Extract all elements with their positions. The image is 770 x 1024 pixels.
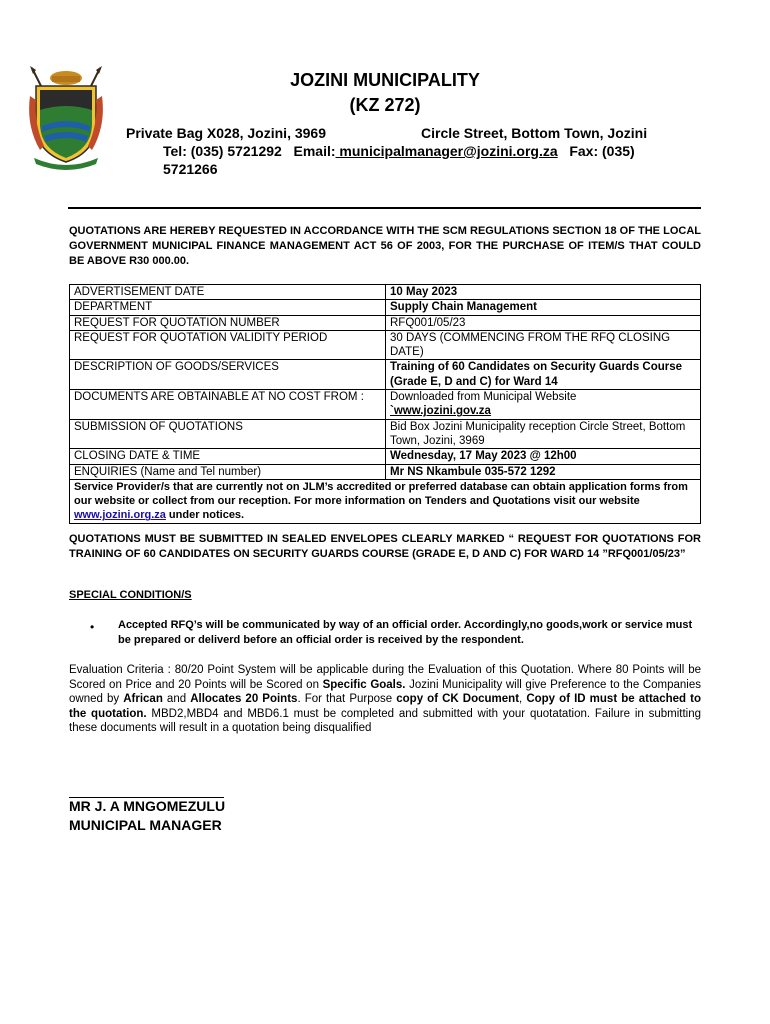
fax-number-cont: 5721266 — [163, 161, 218, 177]
contact-line — [163, 143, 635, 159]
table-row — [70, 360, 701, 390]
row-label: DESCRIPTION OF GOODS/SERVICES — [70, 360, 386, 390]
eval-bold: Specific Goals. — [322, 678, 406, 691]
row-label: ADVERTISEMENT DATE — [70, 285, 386, 300]
email-label: Email: — [293, 143, 336, 159]
rfq-details-table — [69, 284, 701, 524]
eval-text: . For that Purpose — [297, 693, 397, 706]
evaluation-criteria — [69, 663, 701, 736]
row-value: Training of 60 Candidates on Security Guards Course (Grade E, D and C) for Ward 14 — [386, 360, 701, 390]
eval-text: Evaluation Criteria : 80/20 Point System will be applicable during the Evaluation of this Quotation. Where 80 Points will be Scored on Price and 20 Points will be Scored on — [69, 664, 701, 691]
row-value: Wednesday, 17 May 2023 @ 12h00 — [386, 449, 701, 464]
bullet-icon: • — [90, 620, 95, 634]
telephone: Tel: (035) 5721292 — [163, 143, 282, 159]
eval-text: , — [519, 693, 527, 706]
row-label: ENQUIRIES (Name and Tel number) — [70, 464, 386, 479]
table-row — [70, 300, 701, 315]
fax: Fax: (035) — [569, 143, 635, 159]
row-value — [386, 390, 701, 420]
service-provider-notice — [70, 479, 701, 523]
row-label: REQUEST FOR QUOTATION NUMBER — [70, 315, 386, 330]
postal-address: Private Bag X028, Jozini, 3969 — [126, 125, 326, 141]
website-link[interactable]: www.jozini.org.za — [74, 509, 166, 522]
email-link[interactable]: municipalmanager@jozini.org.za — [335, 143, 558, 159]
street-address: Circle Street, Bottom Town, Jozini — [421, 125, 648, 141]
submission-note: QUOTATIONS MUST BE SUBMITTED IN SEALED ENVELOPES CLEARLY MARKED “ REQUEST FOR QUOTATIONS FOR TRAINING OF 60 CANDIDATES ON SECURITY GUARDS COURSE (GRADE E, D AND C) FOR WARD 14 ”RFQ001/05/23” — [69, 533, 701, 560]
municipality-title: JOZINI MUNICIPALITY — [290, 70, 480, 90]
eval-bold: Copy of ID must be attached to the quotation. — [69, 693, 701, 720]
row-label: CLOSING DATE & TIME — [70, 449, 386, 464]
table-row — [70, 479, 701, 523]
row-label: DEPARTMENT — [70, 300, 386, 315]
row-value: Supply Chain Management — [386, 300, 701, 315]
table-row — [70, 464, 701, 479]
table-row — [70, 419, 701, 449]
special-conditions-heading: SPECIAL CONDITION/S — [69, 589, 192, 601]
eval-text: Jozini Municipality will give Preference to the Companies owned by — [69, 678, 702, 706]
row-value: 30 DAYS (COMMENCING FROM THE RFQ CLOSING DATE) — [386, 330, 701, 360]
eval-text: MBD2,MBD4 and MBD6.1 must be completed and submitted with your quotatation. Failure in submitting these documents will result in a quotation being disqualified — [69, 707, 701, 735]
header-divider — [68, 207, 701, 209]
eval-bold: Allocates 20 Points — [190, 693, 298, 706]
eval-bold: African — [123, 693, 163, 706]
row-label: REQUEST FOR QUOTATION VALIDITY PERIOD — [70, 330, 386, 360]
special-condition-item: Accepted RFQ’s will be communicated by way of an official order. Accordingly,no goods,work or service must be prepared or deliverd before an official order is received by the respondent. — [118, 619, 693, 646]
row-value: Mr NS Nkambule 035-572 1292 — [386, 464, 701, 479]
signatory-role: MUNICIPAL MANAGER — [69, 817, 222, 833]
municipality-code: (KZ 272) — [349, 95, 421, 115]
row-value: Bid Box Jozini Municipality reception Circle Street, Bottom Town, Jozini, 3969 — [386, 419, 701, 449]
table-row — [70, 315, 701, 330]
table-row — [70, 390, 701, 420]
eval-bold: copy of CK Document — [396, 693, 520, 706]
row-value: 10 May 2023 — [386, 285, 701, 300]
row-value: RFQ001/05/23 — [386, 315, 701, 330]
table-row — [70, 330, 701, 360]
signatory-name: MR J. A MNGOMEZULU — [69, 798, 226, 814]
table-row — [70, 449, 701, 464]
website-link[interactable]: `www.jozini.gov.za — [390, 405, 491, 418]
row-label: DOCUMENTS ARE OBTAINABLE AT NO COST FROM : — [70, 390, 386, 420]
notice-text: Service Provider/s that are currently not on JLM’s accredited or preferred database can obtain application forms from our website or collect from our reception. For more information on Tenders and Quotations visit our website — [74, 480, 688, 508]
eval-text: and — [162, 693, 191, 706]
intro-paragraph: QUOTATIONS ARE HEREBY REQUESTED IN ACCORDANCE WITH THE SCM REGULATIONS SECTION 18 OF THE LOCAL GOVERNMENT MUNICIPAL FINANCE MANAGEMENT ACT 56 OF 2003, FOR THE PURCHASE OF ITEM/S THAT COULD BE ABOVE R30 000.00. — [69, 225, 701, 267]
row-label: SUBMISSION OF QUOTATIONS — [70, 419, 386, 449]
notice-text-end: under notices. — [165, 509, 245, 522]
table-row — [70, 285, 701, 300]
download-note: Downloaded from Municipal Website — [390, 391, 577, 404]
